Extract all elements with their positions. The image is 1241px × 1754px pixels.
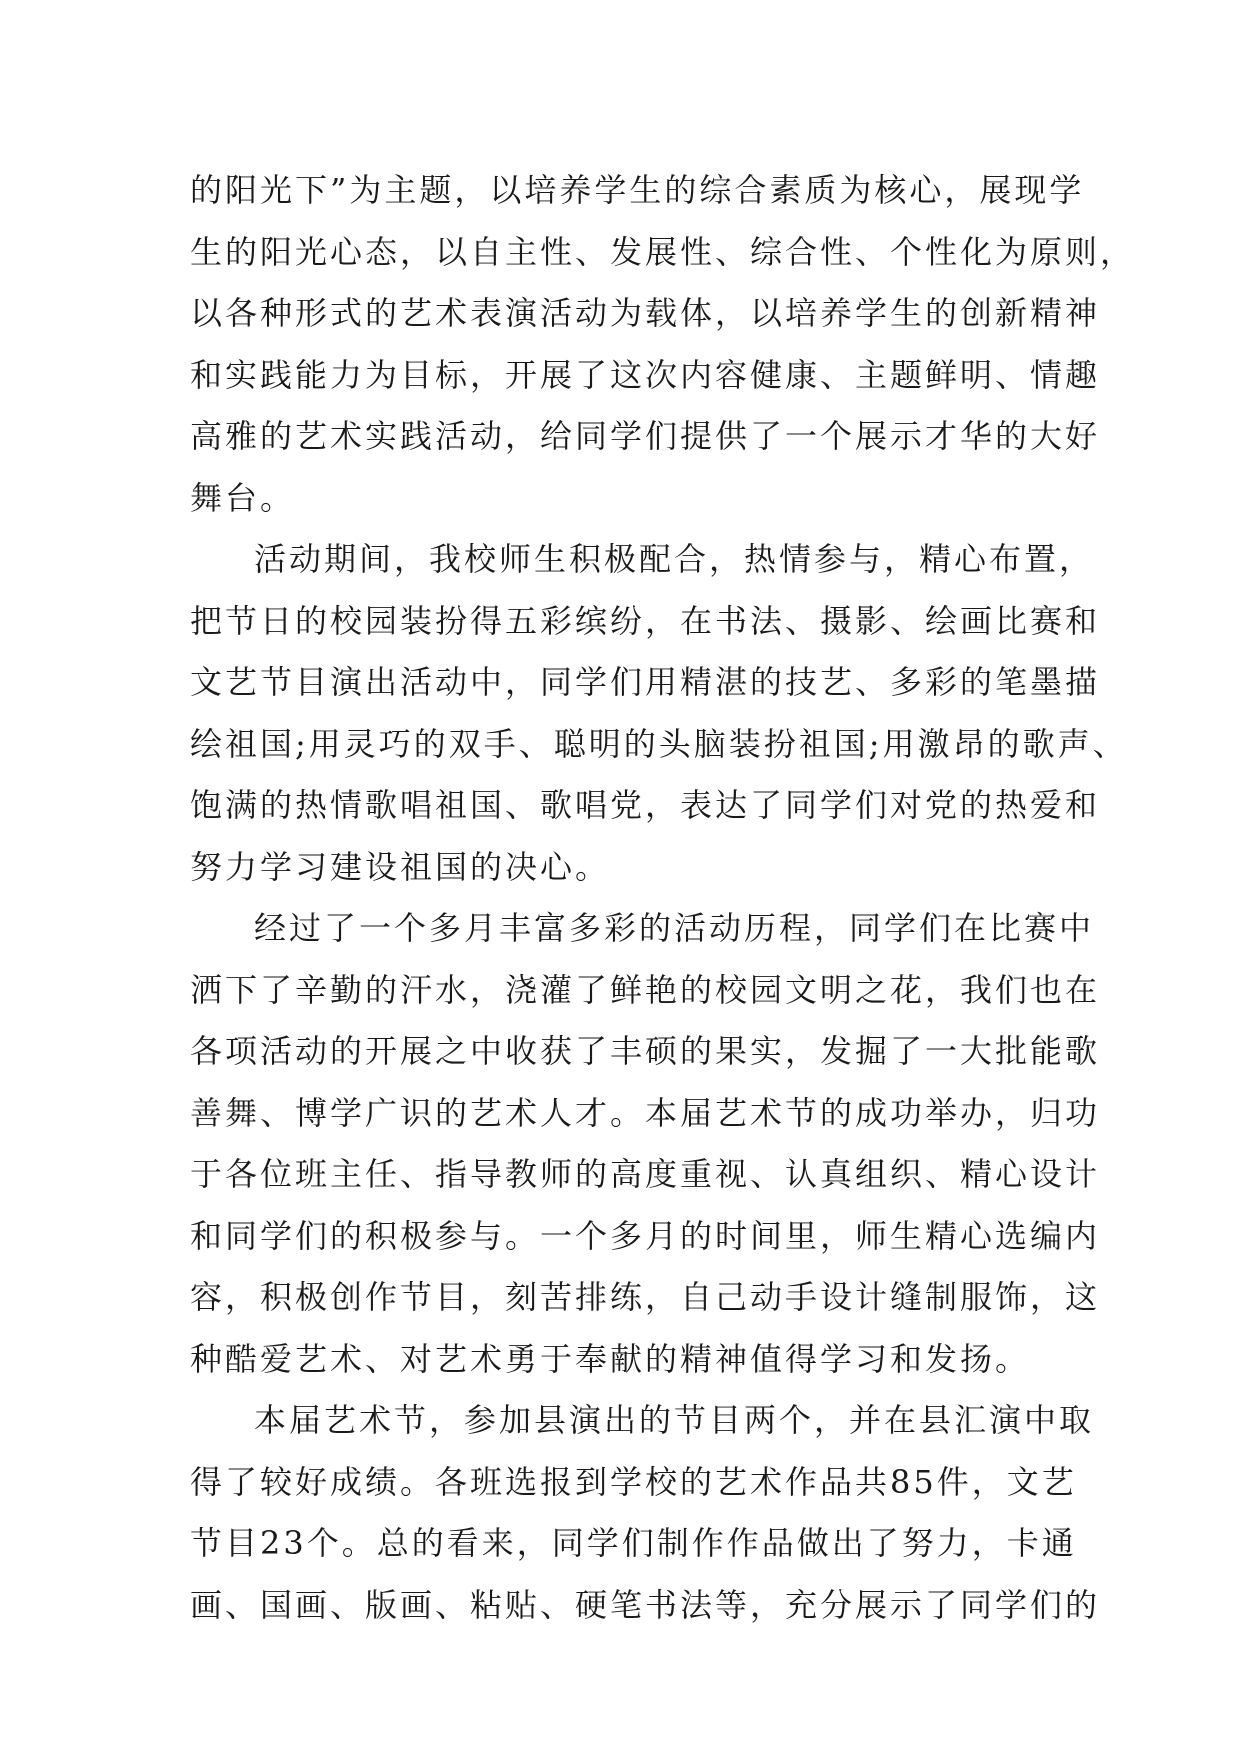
text-line: 以各种形式的艺术表演活动为载体，以培养学生的创新精神 [190,294,1101,332]
text-line: 绘祖国;用灵巧的双手、聪明的头脑装扮祖国;用激昂的歌声、 [190,724,1128,763]
paragraph-1 [190,160,1136,529]
document-body [190,160,1136,1636]
text-line: 本届艺术节，参加县演出的节目两个，并在县汇演中取 [254,1401,1095,1439]
text-line: 把节日的校园装扮得五彩缤纷，在书法、摄影、绘画比赛和 [190,601,1101,640]
paragraph-4 [190,1390,1101,1636]
text-line: 和同学们的积极参与。一个多月的时间里，师生精心选编内 [190,1216,1101,1255]
text-line: 高雅的艺术实践活动，给同学们提供了一个展示才华的大好 [190,417,1101,455]
text-line: 得了较好成绩。各班选报到学校的艺术作品共85件，文艺 [190,1462,1077,1501]
text-line: 和实践能力为目标，开展了这次内容健康、主题鲜明、情趣 [190,355,1101,394]
text-line: 活动期间，我校师生积极配合，热情参与，精心布置， [254,540,1095,578]
text-line: 容，积极创作节目，刻苦排练，自己动手设计缝制服饰，这 [190,1278,1101,1316]
text-line: 种酷爱艺术、对艺术勇于奉献的精神值得学习和发扬。 [190,1339,1031,1378]
text-line: 舞台。 [190,478,296,517]
paragraph-2 [190,529,1128,898]
text-line: 经过了一个多月丰富多彩的活动历程，同学们在比赛中 [254,909,1095,947]
text-line: 画、国画、版画、粘贴、硬笔书法等，充分展示了同学们的 [190,1585,1101,1624]
text-line: 节目23个。总的看来，同学们制作作品做出了努力，卡通 [190,1524,1077,1562]
text-line: 生的阳光心态，以自主性、发展性、综合性、个性化为原则， [190,232,1136,271]
paragraph-3 [190,898,1101,1390]
text-line: 于各位班主任、指导教师的高度重视、认真组织、精心设计 [190,1155,1101,1193]
text-line: 各项活动的开展之中收获了丰硕的果实，发掘了一大批能歌 [190,1032,1101,1070]
text-line: 饱满的热情歌唱祖国、歌唱党，表达了同学们对党的热爱和 [190,786,1101,824]
text-line: 洒下了辛勤的汗水，浇灌了鲜艳的校园文明之花，我们也在 [190,970,1101,1009]
text-line: 的阳光下”为主题，以培养学生的综合素质为核心，展现学 [190,171,1085,209]
text-line: 善舞、博学广识的艺术人才。本届艺术节的成功举办，归功 [190,1093,1101,1132]
text-line: 努力学习建设祖国的决心。 [190,847,611,886]
text-line: 文艺节目演出活动中，同学们用精湛的技艺、多彩的笔墨描 [190,663,1101,701]
